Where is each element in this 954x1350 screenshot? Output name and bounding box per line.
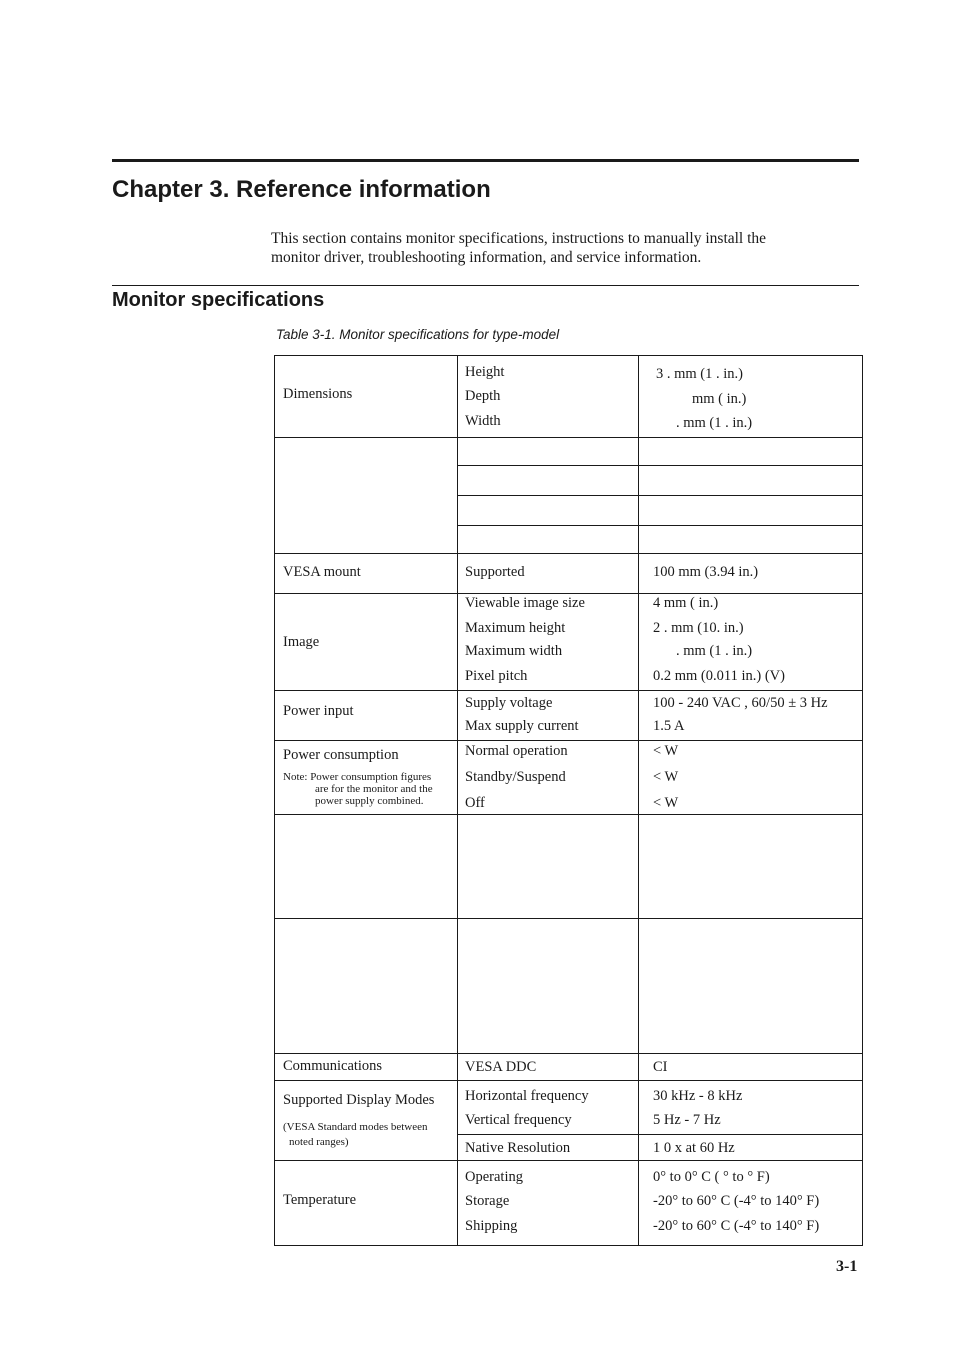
vesa-mount-item: Supported — [465, 564, 525, 580]
temperature-item: Operating — [465, 1169, 523, 1185]
power-input-label: Power input — [283, 703, 354, 719]
image-item: Maximum width — [465, 643, 563, 659]
image-item: Viewable image size — [465, 595, 585, 611]
dimensions-value: mm ( in.) — [692, 391, 747, 407]
temperature-item: Storage — [465, 1193, 510, 1209]
temperature-value: -20° to 60° C (-4° to 140° F) — [653, 1193, 820, 1209]
power-input-value: 1.5 A — [653, 718, 685, 734]
row-separator — [275, 553, 862, 554]
display-modes-value: 5 Hz - 7 Hz — [653, 1112, 721, 1128]
display-modes-note: noted ranges) — [289, 1136, 349, 1148]
row-separator — [275, 814, 862, 815]
display-modes-note: (VESA Standard modes between — [283, 1121, 428, 1133]
table-caption: Table 3-1. Monitor specifications for type-model — [276, 327, 560, 342]
image-item: Maximum height — [465, 620, 566, 636]
subrow-separator — [457, 1134, 862, 1135]
temperature-label: Temperature — [283, 1192, 357, 1208]
power-consumption-label: Power consumption — [283, 747, 399, 763]
row-separator — [275, 1080, 862, 1081]
dimensions-label: Dimensions — [283, 386, 353, 402]
image-item: Pixel pitch — [465, 668, 528, 684]
display-modes-value: 1 0 x at 60 Hz — [653, 1140, 735, 1156]
image-value: 4 mm ( in.) — [653, 595, 719, 611]
subrow-separator — [457, 525, 862, 526]
power-consumption-item: Off — [465, 795, 485, 811]
power-input-item: Supply voltage — [465, 695, 553, 711]
chapter-rule — [112, 159, 859, 162]
intro-line: monitor driver, troubleshooting information, and service information. — [271, 249, 702, 266]
communications-value: CI — [653, 1059, 668, 1075]
power-consumption-note: power supply combined. — [315, 795, 424, 807]
row-separator — [275, 690, 862, 691]
image-value: 2 . mm (10. in.) — [653, 620, 744, 636]
column-divider — [457, 356, 458, 1245]
vesa-mount-label: VESA mount — [283, 564, 361, 580]
power-consumption-value: < W — [653, 743, 679, 759]
subrow-separator — [457, 495, 862, 496]
row-separator — [275, 437, 862, 438]
power-consumption-item: Standby/Suspend — [465, 769, 566, 785]
display-modes-value: 30 kHz - 8 kHz — [653, 1088, 743, 1104]
section-title: Monitor specifications — [112, 289, 325, 311]
column-divider — [638, 356, 639, 1245]
dimensions-item: Width — [465, 413, 501, 429]
row-separator — [275, 1053, 862, 1054]
section-rule — [112, 285, 859, 286]
subrow-separator — [457, 465, 862, 466]
image-value: 0.2 mm (0.011 in.) (V) — [653, 668, 785, 684]
dimensions-value: 3 . mm (1 . in.) — [656, 366, 743, 382]
vesa-mount-value: 100 mm (3.94 in.) — [653, 564, 759, 580]
spec-table — [274, 355, 863, 1246]
dimensions-value: . mm (1 . in.) — [676, 415, 753, 431]
row-separator — [275, 740, 862, 741]
power-consumption-item: Normal operation — [465, 743, 568, 759]
communications-item: VESA DDC — [465, 1059, 537, 1075]
power-input-item: Max supply current — [465, 718, 579, 734]
power-consumption-note: Note: Power consumption figures — [283, 771, 432, 783]
display-modes-item: Horizontal frequency — [465, 1088, 589, 1104]
display-modes-item: Vertical frequency — [465, 1112, 572, 1128]
chapter-title: Chapter 3. Reference information — [112, 176, 491, 203]
dimensions-item: Depth — [465, 388, 501, 404]
image-label: Image — [283, 634, 320, 650]
display-modes-item: Native Resolution — [465, 1140, 571, 1156]
page-number: 3-1 — [836, 1258, 858, 1275]
row-separator — [275, 1160, 862, 1161]
communications-label: Communications — [283, 1058, 383, 1074]
temperature-value: -20° to 60° C (-4° to 140° F) — [653, 1218, 820, 1234]
intro-line: This section contains monitor specifications, instructions to manually install the — [271, 230, 767, 247]
display-modes-label: Supported Display Modes — [283, 1092, 435, 1108]
power-consumption-note: are for the monitor and the — [315, 783, 433, 795]
image-value: . mm (1 . in.) — [676, 643, 753, 659]
power-input-value: 100 - 240 VAC , 60/50 ± 3 Hz — [653, 695, 828, 711]
power-consumption-value: < W — [653, 769, 679, 785]
temperature-value: 0° to 0° C ( ° to ° F) — [653, 1169, 770, 1185]
dimensions-item: Height — [465, 364, 505, 380]
row-separator — [275, 918, 862, 919]
power-consumption-value: < W — [653, 795, 679, 811]
temperature-item: Shipping — [465, 1218, 518, 1234]
intro-paragraph — [271, 229, 851, 267]
